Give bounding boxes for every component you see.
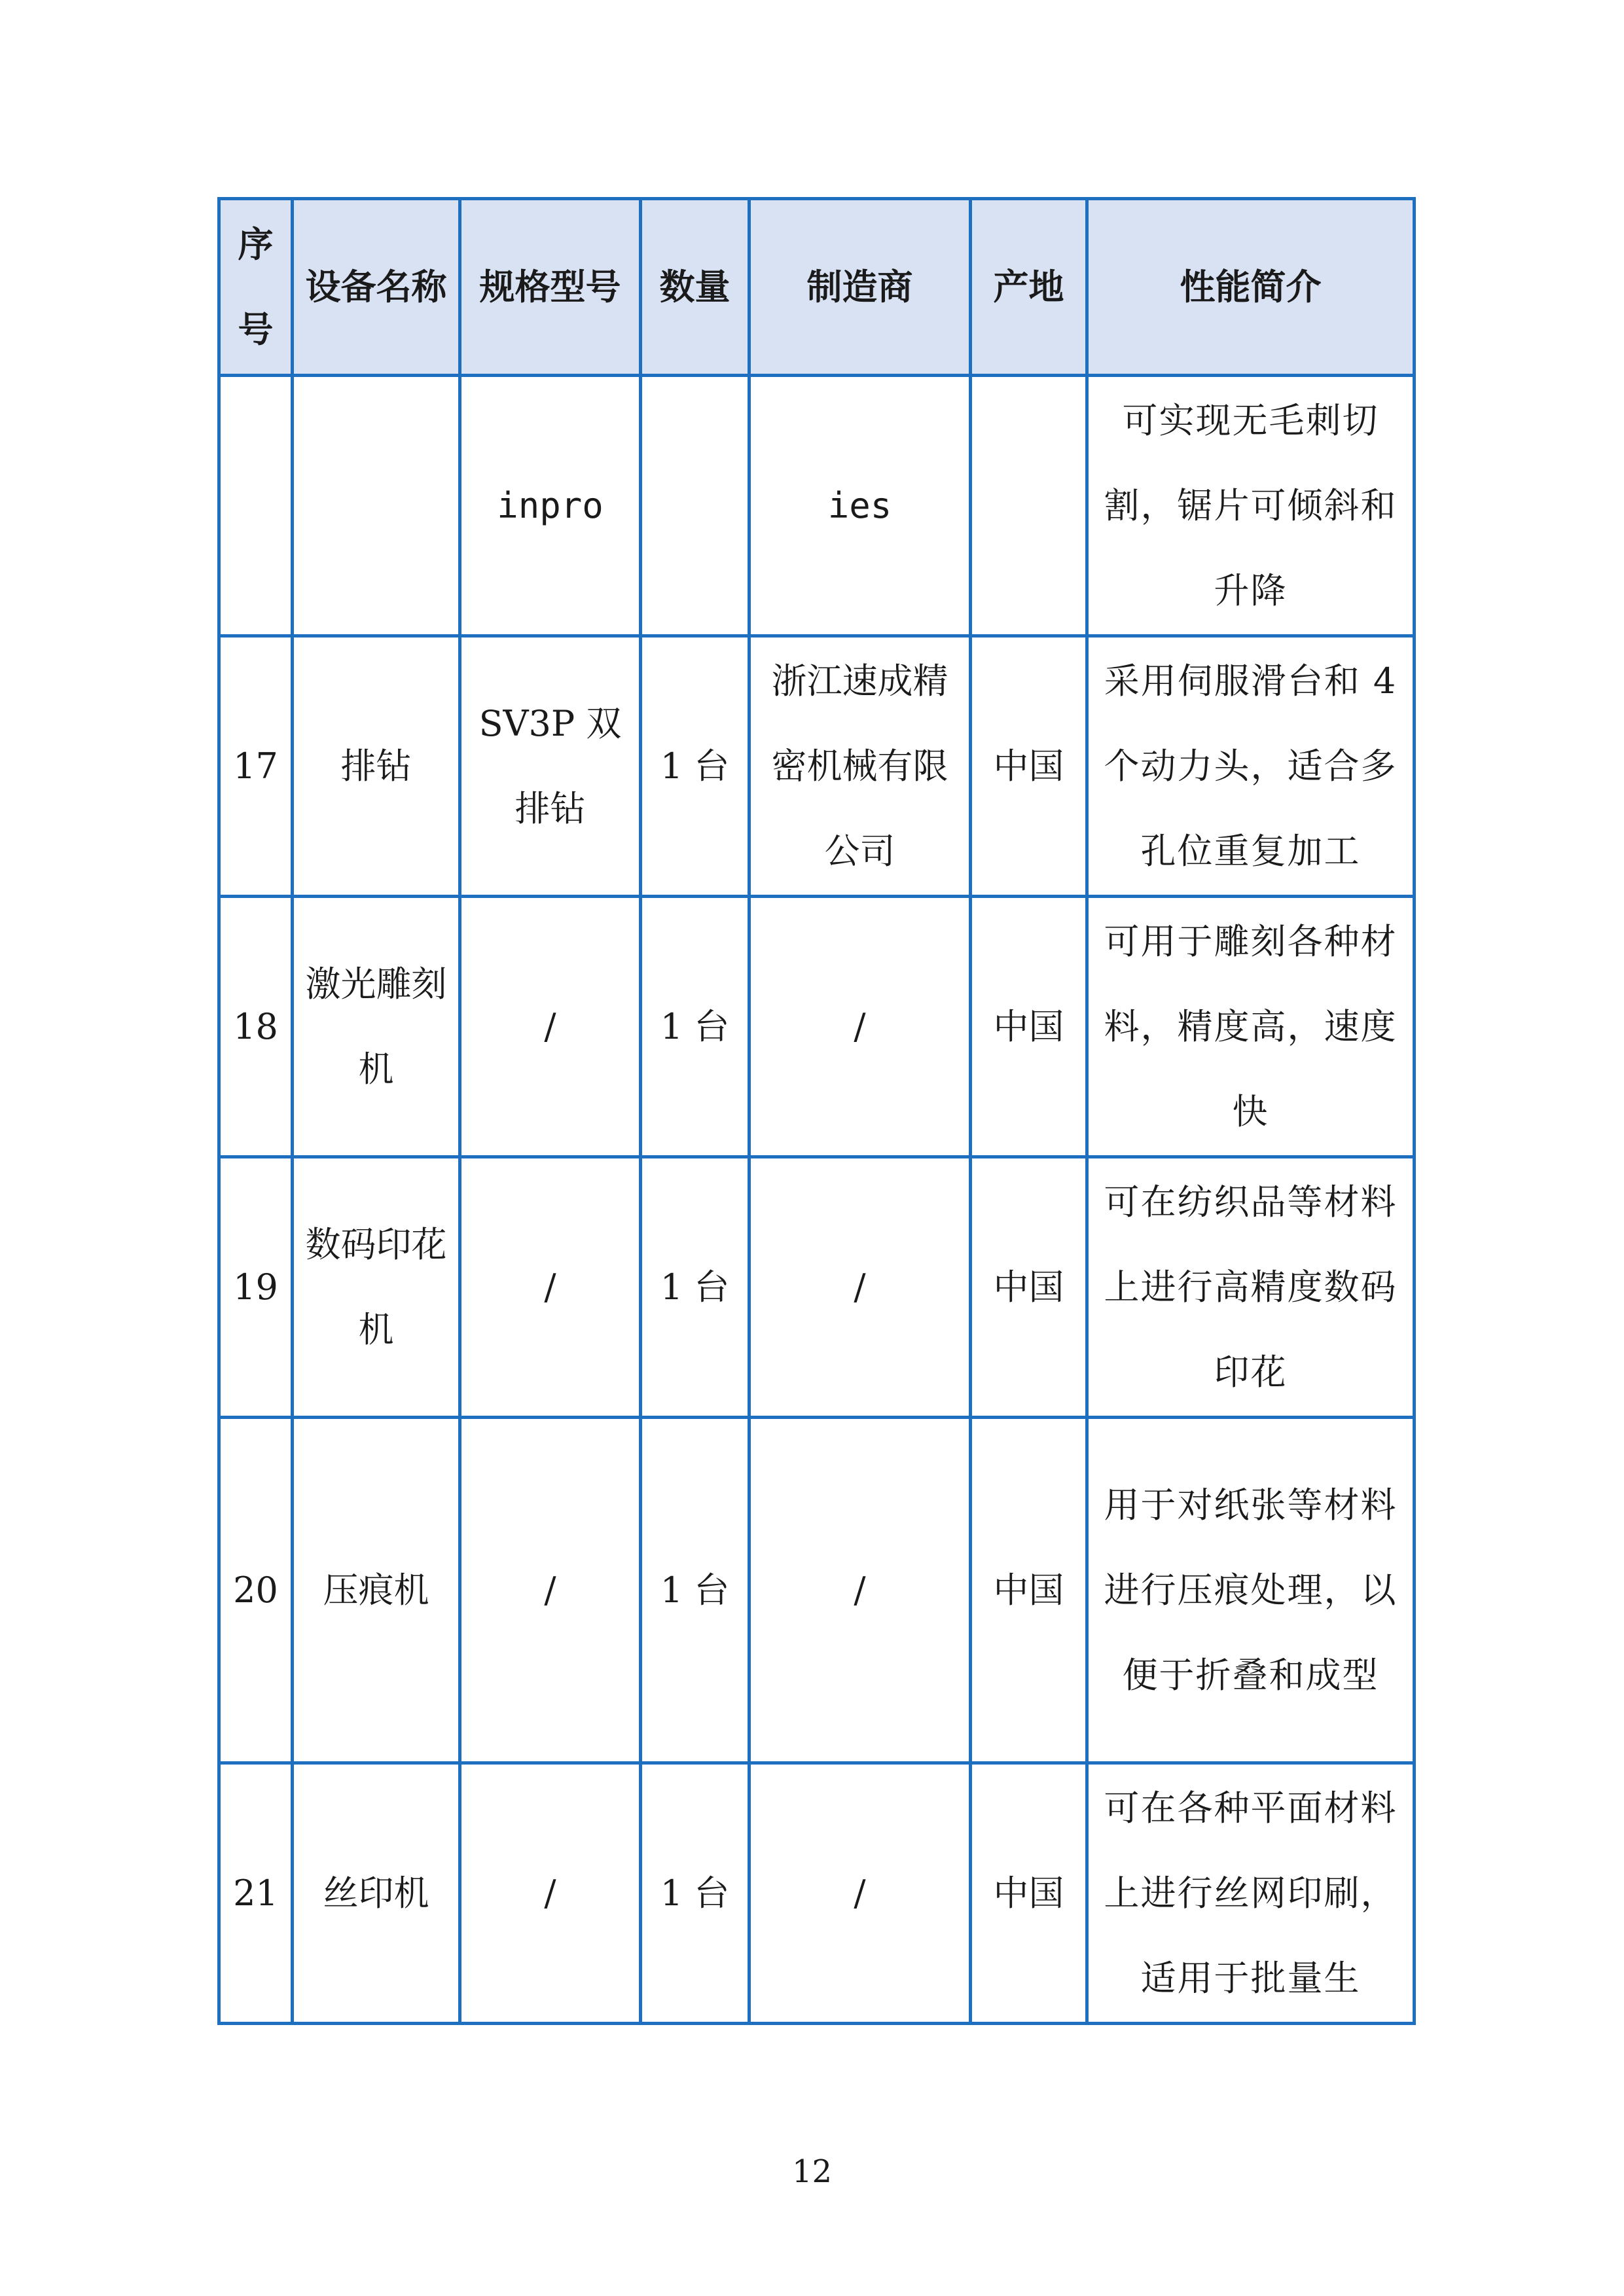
header-origin: 产地 [971, 199, 1087, 376]
cell-desc: 可在各种平面材料上进行丝网印刷，适用于批量生 [1087, 1763, 1415, 2024]
header-name: 设备名称 [293, 199, 460, 376]
cell-model: SV3P 双排钻 [460, 636, 641, 897]
cell-maker: / [749, 1157, 971, 1418]
cell-model: / [460, 1418, 641, 1763]
cell-origin: 中国 [971, 1157, 1087, 1418]
header-desc: 性能简介 [1087, 199, 1415, 376]
header-seq: 序号 [219, 199, 293, 376]
cell-seq: 18 [219, 897, 293, 1157]
cell-model: inpro [460, 376, 641, 636]
cell-desc: 可实现无毛刺切割，锯片可倾斜和升降 [1087, 376, 1415, 636]
cell-desc: 可用于雕刻各种材料，精度高，速度快 [1087, 897, 1415, 1157]
table-row [219, 897, 1415, 1157]
cell-desc: 可在纺织品等材料上进行高精度数码印花 [1087, 1157, 1415, 1418]
cell-qty: 1 台 [641, 1763, 749, 2024]
cell-name: 丝印机 [293, 1763, 460, 2024]
cell-name [293, 376, 460, 636]
cell-origin [971, 376, 1087, 636]
cell-maker: ies [749, 376, 971, 636]
cell-seq: 19 [219, 1157, 293, 1418]
cell-seq: 20 [219, 1418, 293, 1763]
cell-name: 压痕机 [293, 1418, 460, 1763]
cell-desc: 采用伺服滑台和 4 个动力头，适合多孔位重复加工 [1087, 636, 1415, 897]
cell-name: 激光雕刻机 [293, 897, 460, 1157]
cell-qty: 1 台 [641, 897, 749, 1157]
cell-model: / [460, 1157, 641, 1418]
cell-model: / [460, 897, 641, 1157]
cell-origin: 中国 [971, 897, 1087, 1157]
cell-maker: 浙江速成精密机械有限公司 [749, 636, 971, 897]
table-row [219, 636, 1415, 897]
cell-qty [641, 376, 749, 636]
cell-origin: 中国 [971, 636, 1087, 897]
cell-origin: 中国 [971, 1763, 1087, 2024]
cell-qty: 1 台 [641, 636, 749, 897]
cell-origin: 中国 [971, 1418, 1087, 1763]
cell-seq [219, 376, 293, 636]
cell-qty: 1 台 [641, 1418, 749, 1763]
cell-maker: / [749, 897, 971, 1157]
cell-seq: 17 [219, 636, 293, 897]
cell-model: / [460, 1763, 641, 2024]
cell-seq: 21 [219, 1763, 293, 2024]
cell-name: 排钻 [293, 636, 460, 897]
header-maker: 制造商 [749, 199, 971, 376]
equipment-table [217, 197, 1416, 2025]
cell-name: 数码印花机 [293, 1157, 460, 1418]
cell-maker: / [749, 1418, 971, 1763]
table-row [219, 1763, 1415, 2024]
cell-desc: 用于对纸张等材料进行压痕处理，以便于折叠和成型 [1087, 1418, 1415, 1763]
cell-maker: / [749, 1763, 971, 2024]
page-number: 12 [791, 2153, 833, 2190]
table-header-row [219, 199, 1415, 376]
cell-qty: 1 台 [641, 1157, 749, 1418]
header-model: 规格型号 [460, 199, 641, 376]
header-qty: 数量 [641, 199, 749, 376]
table-row [219, 1157, 1415, 1418]
table-row [219, 376, 1415, 636]
table-row [219, 1418, 1415, 1763]
